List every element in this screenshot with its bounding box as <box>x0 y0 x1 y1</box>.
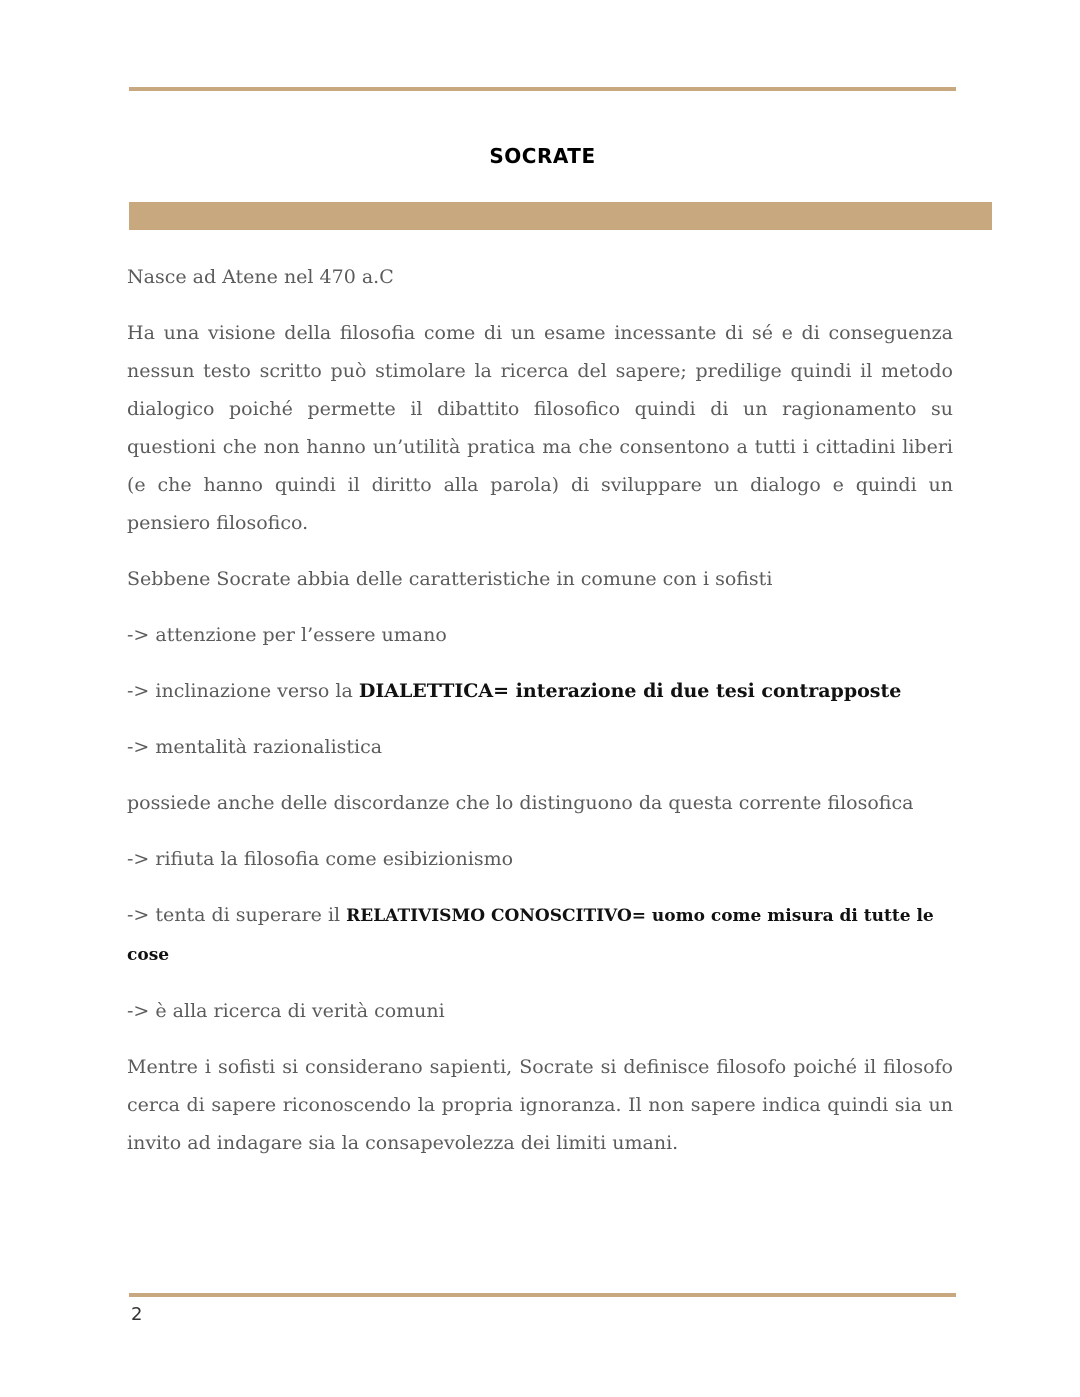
document-body <box>127 258 953 1162</box>
paragraph-birth: Nasce ad Atene nel 470 a.C <box>127 266 394 288</box>
paragraph-discordanze: possiede anche delle discordanze che lo distinguono da questa corrente filosofica <box>127 792 914 814</box>
list-item: -> mentalità razionalistica <box>127 736 383 758</box>
dialettica-definition: DIALETTICA= interazione di due tesi contrapposte <box>358 680 902 702</box>
list-item: -> attenzione per l’essere umano <box>127 624 447 646</box>
relativismo-definition: RELATIVISMO CONOSCITIVO= uomo come misura di tutte le cose <box>127 906 934 965</box>
page-number: 2 <box>131 1304 143 1325</box>
title-band <box>129 202 992 230</box>
top-rule <box>129 87 956 91</box>
list-item-text: -> tenta di superare il <box>127 904 347 926</box>
list-item: -> rifiuta la filosofia come esibizionismo <box>127 848 514 870</box>
list-item: -> è alla ricerca di verità comuni <box>127 1000 445 1022</box>
list-item <box>127 672 953 710</box>
paragraph-sofisti-intro: Sebbene Socrate abbia delle caratteristiche in comune con i sofisti <box>127 568 773 590</box>
list-item-text: -> inclinazione verso la <box>127 680 359 702</box>
list-item <box>127 896 953 974</box>
page-title: SOCRATE <box>489 144 596 168</box>
paragraph-vision: Ha una visione della filosofia come di un esame incessante di sé e di conseguenza nessun testo scritto può stimolare la ricerca del sapere; predilige quindi il metodo dialogico poiché permette il dibattito filosofico quindi di un ragionamento su questioni che non hanno un’utilità pratica ma che consentono a tutti i cittadini liberi (e che hanno quindi il diritto alla parola) di sviluppare un dialogo e quindi un pensiero filosofico. <box>127 322 953 534</box>
bottom-rule <box>129 1293 956 1297</box>
paragraph-conclusion: Mentre i sofisti si considerano sapienti, Socrate si definisce filosofo poiché il filosofo cerca di sapere riconoscendo la propria ignoranza. Il non sapere indica quindi sia un invito ad indagare sia la consapevolezza dei limiti umani. <box>127 1056 953 1154</box>
